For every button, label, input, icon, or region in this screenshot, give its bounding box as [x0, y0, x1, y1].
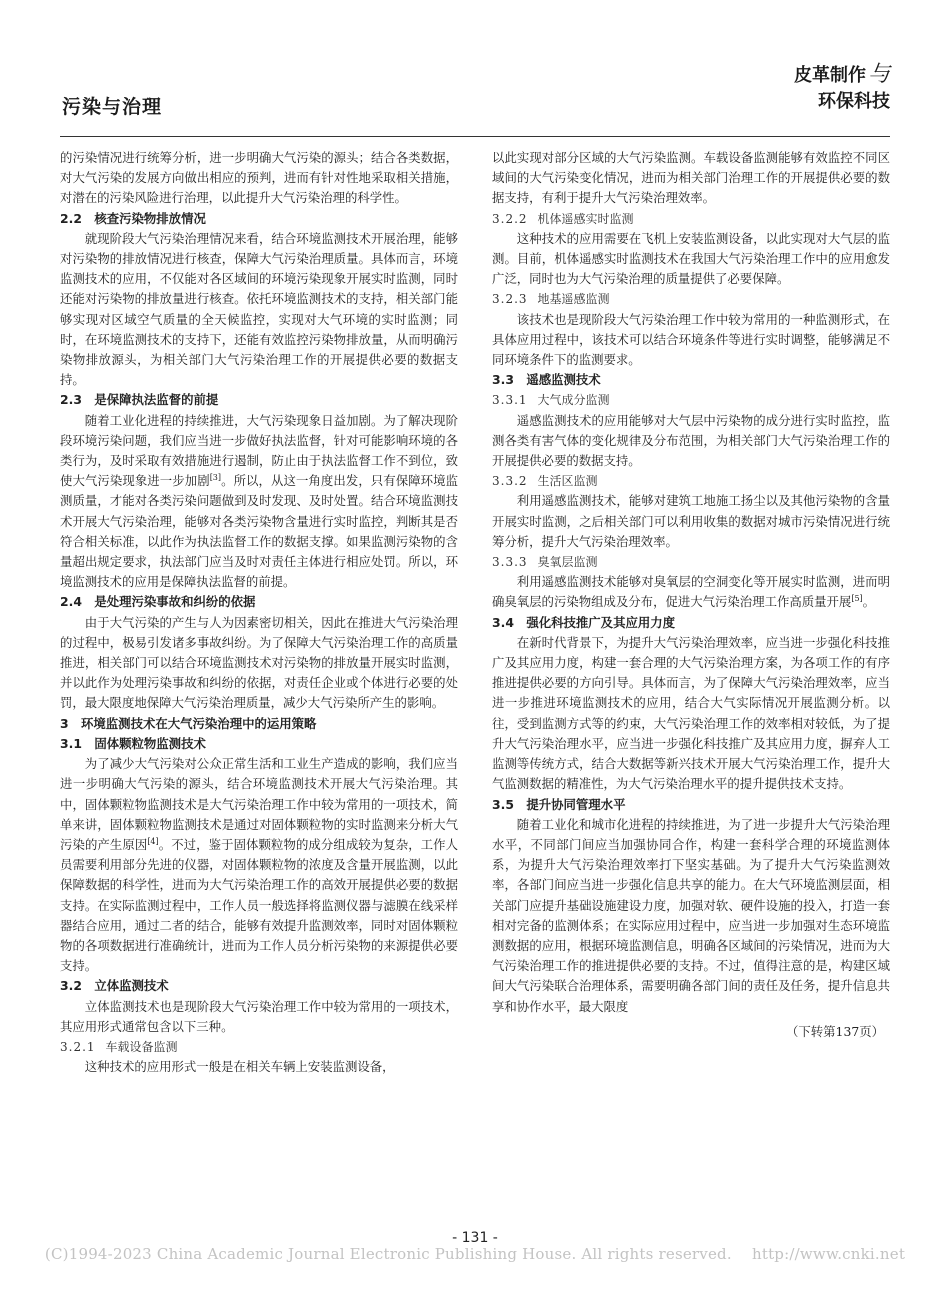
paragraph: 这种技术的应用需要在飞机上安装监测设备，以此实现对大气层的监测。目前，机体遥感实时监测技术在我国大气污染治理工作中的应用愈发广泛，同时也为大气污染治理的质量提供了必要保障。 [492, 230, 890, 287]
paragraph-text: 。 [862, 594, 876, 610]
paragraph-text: 为了减少大气污染对公众正常生活和工业生产造成的影响，我们应当进一步明确大气污染的源头，结合环境监测技术开展大气污染治理。其中，固体颗粒物监测技术是大气污染治理工作中较为常用的一项技术，简单来讲，固体颗粒物监测技术是通过对固体颗粒物的实时监测来分析大气污染的产生原因 [60, 756, 458, 852]
subsection-heading-3-2-2 [492, 209, 890, 229]
magazine-name-line1: 皮革制作 [793, 65, 866, 86]
subsection-heading-3-3-1 [492, 390, 890, 410]
subsection-number: 3.3.3 [492, 555, 528, 570]
subsection-number: 3.3.1 [492, 393, 528, 408]
magazine-name-amp: 与 [867, 62, 890, 87]
section-heading-3-4: 3.4 强化科技推广及其应用力度 [492, 614, 676, 630]
subsection-heading-3-3-2 [492, 471, 890, 491]
paragraph-text: 随着工业化进程的持续推进，大气污染现象日益加剧。为了解决现阶段环境污染问题，我们应当进一步做好执法监督，针对可能影响环境的各类行为，及时采取有效措施进行遏制，防止由于执法监督工作不到位，致使大气污染现象进一步加剧 [60, 412, 458, 489]
section-heading-2-2: 2.2 核查污染物排放情况 [60, 210, 206, 226]
subsection-heading-3-2-1 [60, 1037, 458, 1057]
section-heading-3-2: 3.2 立体监测技术 [60, 978, 169, 994]
subsection-title: 地基遥感监测 [537, 292, 610, 307]
section-heading-2-3: 2.3 是保障执法监督的前提 [60, 392, 219, 408]
paragraph-text: 。不过，鉴于固体颗粒物的成分组成较为复杂，工作人员需要利用部分先进的仪器，对固体颗粒物的浓度及含量开展监测，以此保障数据的科学性，进而为大气污染治理工作的高效开展提供必要的数据支持。在实际监测过程中，工作人员一般选择将监测仪器与滤膜在线采样器结合应用，通过二者的结合，能够有效提升监测效率，同时对固体颗粒物的各项数据进行准确统计，进而为工作人员分析污染物的来源提供必要支持。 [60, 836, 459, 974]
section-heading-3-1: 3.1 固体颗粒物监测技术 [60, 735, 206, 751]
paragraph: 在新时代背景下，为提升大气污染治理效率，应当进一步强化科技推广及其应用力度，构建一套合理的大气污染治理方案，为各项工作的有序推进提供必要的方向引导。具体而言，为了保障大气污染治理效率，应当进一步推进环境监测技术的应用，结合大气实际情况开展监测分析。以往，受到监测方式等的约束，大气污染治理工作的效率相对较低，为了提升大气污染治理水平，应当进一步强化科技推广及其应用力度，摒弃人工监测等传统方式，结合大数据等新兴技术开展大气污染治理工作，提升大气监测数据的精准性，为大气污染治理水平的提升提供技术支持。 [492, 634, 890, 792]
paragraph: 由于大气污染的产生与人为因素密切相关，因此在推进大气污染治理的过程中，极易引发诸多事故纠纷。为了保障大气污染治理工作的高质量推进，相关部门可以结合环境监测技术对污染物的排放量开展实时监测，并以此作为处理污染事故和纠纷的依据，对责任企业或个体进行必要的处罚，最大限度地保障大气污染治理质量，减少大气污染所产生的影响。 [60, 614, 458, 711]
subsection-number: 3.2.2 [492, 211, 528, 226]
right-column [492, 148, 890, 1017]
magazine-name-line2: 环保科技 [818, 91, 890, 112]
subsection-number: 3.3.2 [492, 474, 528, 489]
paragraph: 该技术也是现阶段大气污染治理工作中较为常用的一种监测形式，在具体应用过程中，该技术可以结合环境条件等进行实时调整，能够满足不同环境条件下的监测要求。 [492, 311, 890, 368]
section-heading-3-5: 3.5 提升协同管理水平 [492, 796, 626, 812]
magazine-logo [794, 62, 890, 115]
paragraph: 立体监测技术也是现阶段大气污染治理工作中较为常用的一项技术，其应用形式通常包含以下三种。 [60, 998, 458, 1034]
citation-ref: [4] [147, 836, 159, 846]
citation-ref: [5] [851, 594, 863, 604]
paragraph: 就现阶段大气污染治理情况来看，结合环境监测技术开展治理，能够对污染物的排放情况进行核查，保障大气污染治理质量。具体而言，环境监测技术的应用，不仅能对各区域间的环境污染现象开展实时监测，同时还能对污染物的排放量进行核查。依托环境监测技术的支持，相关部门能够实现对区域空气质量的全天候监控，实现对大气环境的实时监测；同时，在环境监测技术的支持下，还能有效监控污染物排放量，从而明确污染物排放源头，为相关部门大气污染治理工作的开展提供必要的数据支持。 [60, 230, 458, 388]
section-heading-3: 3 环境监测技术在大气污染治理中的运用策略 [60, 715, 317, 731]
page-number: - 131 - [452, 1230, 498, 1246]
subsection-number: 3.2.3 [492, 292, 528, 307]
copyright-watermark: (C)1994-2023 China Academic Journal Electronic Publishing House. All rights reserved. http://www.cnki.net [44, 1245, 906, 1263]
paragraph: 这种技术的应用形式一般是在相关车辆上安装监测设备， [84, 1059, 395, 1075]
subsection-number: 3.2.1 [60, 1039, 96, 1054]
paragraph [60, 411, 458, 593]
paragraph: 的污染情况进行统筹分析，进一步明确大气污染的源头；结合各类数据，对大气污染的发展方向做出相应的预判，进而有针对性地采取相关措施，对潜在的污染风险进行治理，以此提升大气污染治理的科学性。 [60, 150, 458, 206]
header-rule [60, 136, 890, 137]
paragraph: 以此实现对部分区域的大气污染监测。车载设备监测能够有效监控不同区域间的大气污染变化情况，进而为相关部门治理工作的开展提供必要的数据支持，有利于提升大气污染治理效率。 [492, 150, 890, 206]
paragraph: 遥感监测技术的应用能够对大气层中污染物的成分进行实时监控，监测各类有害气体的变化规律及分布范围，为相关部门大气污染治理工作的开展提供必要的数据支持。 [492, 412, 890, 469]
continued-note: （下转第137页） [786, 1024, 884, 1039]
section-heading-2-4: 2.4 是处理污染事故和纠纷的依据 [60, 594, 256, 610]
paragraph: 随着工业化和城市化进程的持续推进，为了进一步提升大气污染治理水平，不同部门间应当加强协同合作，构建一套科学合理的环境监测体系，为提升大气污染治理效率打下坚实基础。为了提升大气污染监测效率，各部门间应当进一步强化信息共享的能力。在大气环境监测层面，相关部门应提升基础设施建设力度，加强对软、硬件设施的投入，打造一套相对完备的监测体系；在实际应用过程中，应当进一步加强对生态环境监测数据的应用，根据环境监测信息，明确各区域间的污染情况，进而为大气污染治理工作的推进提供必要的支持。不过，值得注意的是，构建区域间大气污染联合治理体系，需要明确各部门间的责任及任务，提升信息共享和协作水平，最大限度 [492, 816, 890, 1014]
citation-ref: [3] [209, 473, 222, 483]
paragraph [60, 754, 458, 976]
subsection-heading-3-3-3 [492, 552, 890, 572]
paragraph-text: 利用遥感监测技术能够对臭氧层的空洞变化等开展实时监测，进而明确臭氧层的污染物组成及分布，促进大气污染治理工作高质量开展 [492, 574, 890, 610]
subsection-title: 臭氧层监测 [537, 555, 598, 570]
subsection-title: 车载设备监测 [105, 1039, 178, 1054]
section-heading-3-3: 3.3 遥感监测技术 [492, 372, 601, 388]
paragraph-text: 。所以，从这一角度出发，只有保障环境监测质量，才能对各类污染问题做到及时发现、及时处置。结合环境监测技术开展大气污染治理，能够对各类污染物含量进行实时监控，判断其是否符合相关标准，以此作为执法监督工作的数据支撑。如果监测污染物的含量超出规定要求，执法部门应当及时对责任主体进行相应处罚。所以，环境监测技术的应用是保障执法监督的前提。 [60, 473, 459, 590]
paragraph: 利用遥感监测技术，能够对建筑工地施工扬尘以及其他污染物的含量开展实时监测，之后相关部门可以利用收集的数据对城市污染情况进行统筹分析，提升大气污染治理效率。 [492, 493, 890, 549]
subsection-title: 大气成分监测 [537, 393, 610, 408]
subsection-title: 机体遥感实时监测 [537, 211, 634, 226]
left-column [60, 148, 458, 1077]
journal-section-title: 污染与治理 [62, 96, 163, 118]
subsection-heading-3-2-3 [492, 289, 890, 309]
subsection-title: 生活区监测 [537, 474, 598, 489]
paragraph [492, 572, 890, 612]
